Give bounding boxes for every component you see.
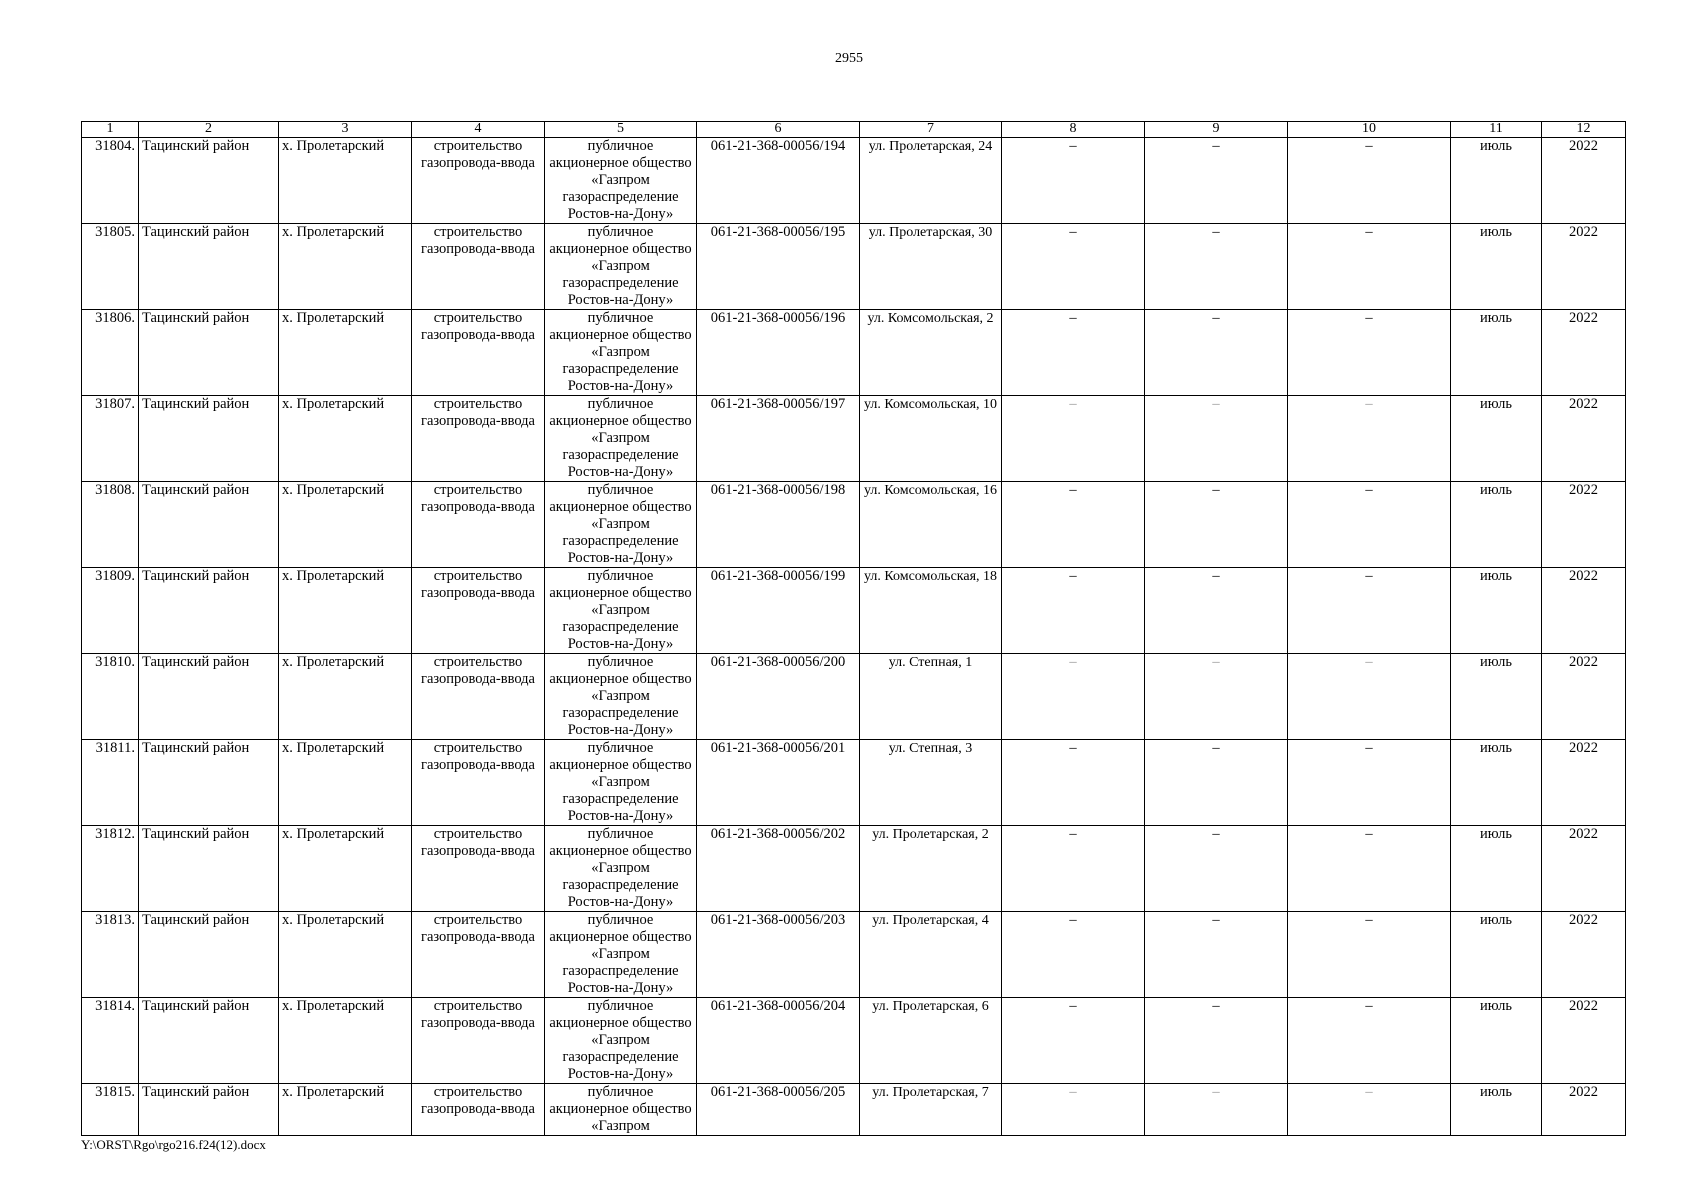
column-9-cell: –: [1145, 138, 1288, 224]
district-cell: Тацинский район: [139, 396, 279, 482]
column-8-cell: –: [1002, 396, 1145, 482]
address-cell: ул. Комсомольская, 18: [860, 568, 1002, 654]
column-header-5: 5: [545, 122, 697, 138]
address-cell: ул. Пролетарская, 2: [860, 826, 1002, 912]
work-type-cell: строительство газопровода-ввода: [412, 396, 545, 482]
year-cell: 2022: [1542, 998, 1626, 1084]
settlement-cell: х. Пролетарский: [279, 740, 412, 826]
project-code-cell: 061-21-368-00056/199: [697, 568, 860, 654]
project-code-cell: 061-21-368-00056/198: [697, 482, 860, 568]
table-row: [82, 654, 1626, 740]
table-row: [82, 1084, 1626, 1136]
settlement-cell: х. Пролетарский: [279, 998, 412, 1084]
row-number: 31813.: [82, 912, 139, 998]
work-type-cell: строительство газопровода-ввода: [412, 310, 545, 396]
column-10-cell: –: [1288, 912, 1451, 998]
column-8-cell: –: [1002, 138, 1145, 224]
column-9-cell: –: [1145, 912, 1288, 998]
organization-cell: публичное акционерное общество «Газпром: [545, 1084, 697, 1136]
district-cell: Тацинский район: [139, 740, 279, 826]
work-type-cell: строительство газопровода-ввода: [412, 740, 545, 826]
column-header-8: 8: [1002, 122, 1145, 138]
table-row: [82, 568, 1626, 654]
column-8-cell: –: [1002, 912, 1145, 998]
column-header-6: 6: [697, 122, 860, 138]
month-cell: июль: [1451, 482, 1542, 568]
footer-file-path: Y:\ORST\Rgo\rgo216.f24(12).docx: [81, 1137, 266, 1152]
row-number: 31809.: [82, 568, 139, 654]
project-code-cell: 061-21-368-00056/204: [697, 998, 860, 1084]
settlement-cell: х. Пролетарский: [279, 482, 412, 568]
header-row: [82, 122, 1626, 138]
organization-cell: публичное акционерное общество «Газпром газораспределение Ростов-на-Дону»: [545, 912, 697, 998]
organization-cell: публичное акционерное общество «Газпром газораспределение Ростов-на-Дону»: [545, 482, 697, 568]
month-cell: июль: [1451, 1084, 1542, 1136]
project-code-cell: 061-21-368-00056/196: [697, 310, 860, 396]
column-9-cell: –: [1145, 482, 1288, 568]
project-code-cell: 061-21-368-00056/195: [697, 224, 860, 310]
month-cell: июль: [1451, 396, 1542, 482]
column-8-cell: –: [1002, 568, 1145, 654]
month-cell: июль: [1451, 912, 1542, 998]
year-cell: 2022: [1542, 740, 1626, 826]
year-cell: 2022: [1542, 138, 1626, 224]
settlement-cell: х. Пролетарский: [279, 826, 412, 912]
column-10-cell: –: [1288, 654, 1451, 740]
organization-cell: публичное акционерное общество «Газпром газораспределение Ростов-на-Дону»: [545, 568, 697, 654]
year-cell: 2022: [1542, 826, 1626, 912]
work-type-cell: строительство газопровода-ввода: [412, 1084, 545, 1136]
column-9-cell: –: [1145, 396, 1288, 482]
column-10-cell: –: [1288, 826, 1451, 912]
month-cell: июль: [1451, 826, 1542, 912]
column-10-cell: –: [1288, 740, 1451, 826]
column-10-cell: –: [1288, 482, 1451, 568]
month-cell: июль: [1451, 998, 1542, 1084]
year-cell: 2022: [1542, 396, 1626, 482]
column-10-cell: –: [1288, 396, 1451, 482]
column-header-12: 12: [1542, 122, 1626, 138]
address-cell: ул. Комсомольская, 16: [860, 482, 1002, 568]
address-cell: ул. Пролетарская, 24: [860, 138, 1002, 224]
row-number: 31810.: [82, 654, 139, 740]
district-cell: Тацинский район: [139, 224, 279, 310]
district-cell: Тацинский район: [139, 138, 279, 224]
address-cell: ул. Пролетарская, 7: [860, 1084, 1002, 1136]
work-type-cell: строительство газопровода-ввода: [412, 482, 545, 568]
address-cell: ул. Пролетарская, 4: [860, 912, 1002, 998]
row-number: 31808.: [82, 482, 139, 568]
organization-cell: публичное акционерное общество «Газпром газораспределение Ростов-на-Дону»: [545, 138, 697, 224]
work-type-cell: строительство газопровода-ввода: [412, 568, 545, 654]
organization-cell: публичное акционерное общество «Газпром газораспределение Ростов-на-Дону»: [545, 740, 697, 826]
row-number: 31804.: [82, 138, 139, 224]
organization-cell: публичное акционерное общество «Газпром газораспределение Ростов-на-Дону»: [545, 826, 697, 912]
column-header-10: 10: [1288, 122, 1451, 138]
project-code-cell: 061-21-368-00056/203: [697, 912, 860, 998]
settlement-cell: х. Пролетарский: [279, 138, 412, 224]
project-code-cell: 061-21-368-00056/205: [697, 1084, 860, 1136]
project-code-cell: 061-21-368-00056/197: [697, 396, 860, 482]
page-number: 2955: [835, 51, 863, 66]
column-8-cell: –: [1002, 1084, 1145, 1136]
registry-table: [81, 121, 1626, 1136]
column-header-11: 11: [1451, 122, 1542, 138]
organization-cell: публичное акционерное общество «Газпром газораспределение Ростов-на-Дону»: [545, 310, 697, 396]
year-cell: 2022: [1542, 310, 1626, 396]
project-code-cell: 061-21-368-00056/201: [697, 740, 860, 826]
table-row: [82, 912, 1626, 998]
district-cell: Тацинский район: [139, 1084, 279, 1136]
work-type-cell: строительство газопровода-ввода: [412, 826, 545, 912]
month-cell: июль: [1451, 654, 1542, 740]
address-cell: ул. Комсомольская, 2: [860, 310, 1002, 396]
district-cell: Тацинский район: [139, 482, 279, 568]
settlement-cell: х. Пролетарский: [279, 568, 412, 654]
work-type-cell: строительство газопровода-ввода: [412, 138, 545, 224]
column-8-cell: –: [1002, 310, 1145, 396]
work-type-cell: строительство газопровода-ввода: [412, 912, 545, 998]
district-cell: Тацинский район: [139, 654, 279, 740]
column-10-cell: –: [1288, 310, 1451, 396]
organization-cell: публичное акционерное общество «Газпром газораспределение Ростов-на-Дону»: [545, 998, 697, 1084]
settlement-cell: х. Пролетарский: [279, 396, 412, 482]
work-type-cell: строительство газопровода-ввода: [412, 224, 545, 310]
column-8-cell: –: [1002, 224, 1145, 310]
month-cell: июль: [1451, 310, 1542, 396]
month-cell: июль: [1451, 224, 1542, 310]
settlement-cell: х. Пролетарский: [279, 1084, 412, 1136]
column-9-cell: –: [1145, 654, 1288, 740]
project-code-cell: 061-21-368-00056/194: [697, 138, 860, 224]
organization-cell: публичное акционерное общество «Газпром газораспределение Ростов-на-Дону»: [545, 396, 697, 482]
address-cell: ул. Комсомольская, 10: [860, 396, 1002, 482]
column-header-1: 1: [82, 122, 139, 138]
row-number: 31806.: [82, 310, 139, 396]
table-row: [82, 224, 1626, 310]
column-8-cell: –: [1002, 740, 1145, 826]
column-header-3: 3: [279, 122, 412, 138]
table-row: [82, 826, 1626, 912]
column-9-cell: –: [1145, 568, 1288, 654]
table-row: [82, 396, 1626, 482]
year-cell: 2022: [1542, 912, 1626, 998]
year-cell: 2022: [1542, 482, 1626, 568]
row-number: 31812.: [82, 826, 139, 912]
column-8-cell: –: [1002, 482, 1145, 568]
month-cell: июль: [1451, 568, 1542, 654]
year-cell: 2022: [1542, 568, 1626, 654]
column-header-7: 7: [860, 122, 1002, 138]
column-9-cell: –: [1145, 310, 1288, 396]
organization-cell: публичное акционерное общество «Газпром газораспределение Ростов-на-Дону»: [545, 224, 697, 310]
column-header-9: 9: [1145, 122, 1288, 138]
settlement-cell: х. Пролетарский: [279, 224, 412, 310]
column-10-cell: –: [1288, 568, 1451, 654]
month-cell: июль: [1451, 138, 1542, 224]
column-8-cell: –: [1002, 654, 1145, 740]
column-header-4: 4: [412, 122, 545, 138]
address-cell: ул. Пролетарская, 30: [860, 224, 1002, 310]
column-9-cell: –: [1145, 1084, 1288, 1136]
district-cell: Тацинский район: [139, 826, 279, 912]
address-cell: ул. Степная, 3: [860, 740, 1002, 826]
column-10-cell: –: [1288, 1084, 1451, 1136]
district-cell: Тацинский район: [139, 998, 279, 1084]
year-cell: 2022: [1542, 224, 1626, 310]
year-cell: 2022: [1542, 1084, 1626, 1136]
project-code-cell: 061-21-368-00056/200: [697, 654, 860, 740]
district-cell: Тацинский район: [139, 310, 279, 396]
table-row: [82, 740, 1626, 826]
row-number: 31807.: [82, 396, 139, 482]
settlement-cell: х. Пролетарский: [279, 310, 412, 396]
settlement-cell: х. Пролетарский: [279, 654, 412, 740]
address-cell: ул. Степная, 1: [860, 654, 1002, 740]
row-number: 31814.: [82, 998, 139, 1084]
settlement-cell: х. Пролетарский: [279, 912, 412, 998]
column-9-cell: –: [1145, 740, 1288, 826]
district-cell: Тацинский район: [139, 568, 279, 654]
table-row: [82, 482, 1626, 568]
row-number: 31815.: [82, 1084, 139, 1136]
work-type-cell: строительство газопровода-ввода: [412, 654, 545, 740]
address-cell: ул. Пролетарская, 6: [860, 998, 1002, 1084]
row-number: 31805.: [82, 224, 139, 310]
district-cell: Тацинский район: [139, 912, 279, 998]
column-9-cell: –: [1145, 224, 1288, 310]
column-10-cell: –: [1288, 998, 1451, 1084]
organization-cell: публичное акционерное общество «Газпром газораспределение Ростов-на-Дону»: [545, 654, 697, 740]
table-row: [82, 138, 1626, 224]
column-9-cell: –: [1145, 998, 1288, 1084]
table-row: [82, 998, 1626, 1084]
column-8-cell: –: [1002, 826, 1145, 912]
column-header-2: 2: [139, 122, 279, 138]
row-number: 31811.: [82, 740, 139, 826]
year-cell: 2022: [1542, 654, 1626, 740]
column-9-cell: –: [1145, 826, 1288, 912]
table-row: [82, 310, 1626, 396]
column-10-cell: –: [1288, 224, 1451, 310]
work-type-cell: строительство газопровода-ввода: [412, 998, 545, 1084]
column-10-cell: –: [1288, 138, 1451, 224]
column-8-cell: –: [1002, 998, 1145, 1084]
project-code-cell: 061-21-368-00056/202: [697, 826, 860, 912]
month-cell: июль: [1451, 740, 1542, 826]
